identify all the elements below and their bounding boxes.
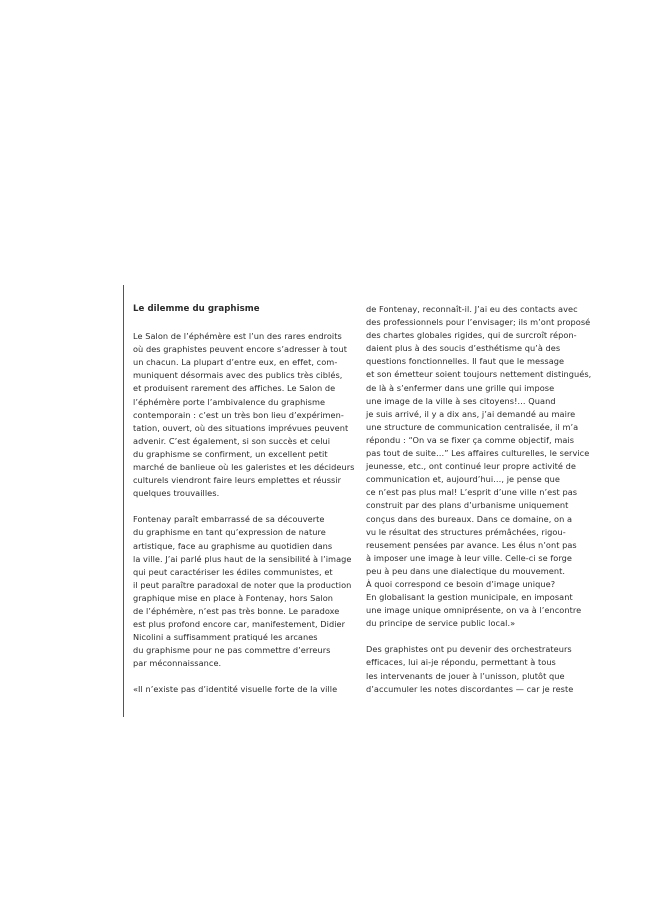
text-line: peu à peu dans une dialectique du mouvement. [366,565,566,576]
text-line: En globalisant la gestion municipale, en imposant [366,592,573,603]
text-line: est plus profond encore car, manifestement, Didier [133,619,346,630]
text-line: construit par des plans d’urbanisme uniquement [366,500,569,511]
paragraph [366,303,592,630]
text-line: Des graphistes ont pu devenir des orchestrateurs [366,644,572,655]
text-line: je suis arrivé, il y a dix ans, j’ai demandé au maire [366,408,576,419]
text-line: communication et, aujourd’hui…, je pense que [366,474,560,485]
text-line: et son émetteur soient toujours nettement distingués, [366,369,592,380]
right-column [366,303,592,696]
text-line: ce n’est pas plus mal! L’esprit d’une ville n’est pas [366,487,578,498]
right-body [366,303,592,696]
text-line: de Fontenay, reconnaît-il. J’ai eu des contacts avec [366,304,578,314]
text-line: artistique, face au graphisme au quotidien dans [133,540,333,551]
text-line: du graphisme se confirment, un excellent petit [133,448,328,459]
text-line: qui peut caractériser les édiles communistes, et [133,566,333,577]
text-line: marché de banlieue où les galeristes et les décideurs [133,462,355,473]
text-line: l’éphémère porte l’ambivalence du graphisme [133,396,326,407]
text-line: il peut paraître paradoxal de noter que la production [133,579,352,590]
text-line: questions fonctionnelles. Il faut que le message [366,356,565,367]
text-line: advenir. C’est également, si son succès et celui [133,435,331,446]
text-line: pas tout de suite…” Les affaires culturelles, le service [366,448,590,459]
text-line: et produisent rarement des affiches. Le Salon de [133,383,336,394]
paragraph [133,683,351,696]
text-line: Nicolini a suffisamment pratiqué les arcanes [133,632,318,643]
text-line: Le Salon de l’éphémère est l’un des rares endroits [133,331,342,342]
text-line: quelques trouvailles. [133,488,220,499]
text-line: Fontenay paraît embarrassé de sa découverte [133,514,325,525]
paragraph-gap [366,630,584,643]
text-line: où des graphistes peuvent encore s’adresser à tout [133,344,347,355]
text-line: par méconnaissance. [133,658,222,669]
text-line: culturels viendront faire leurs emplettes et réussir [133,475,342,486]
vertical-rule [123,285,124,717]
text-line: une image de la ville à ses citoyens!… Quand [366,395,556,406]
text-line: des chartes globales rigides, qui de surcroît répon- [366,330,577,341]
text-line: la ville. J’ai parlé plus haut de la sensibilité à l’image [133,553,352,564]
text-line: à imposer une image à leur ville. Celle-ci se forge [366,552,572,563]
text-line: de là à s’enfermer dans une grille qui impose [366,382,555,393]
text-line: une image unique omniprésente, on va à l’encontre [366,605,582,616]
text-line: reusement pensées par avance. Les élus n’ont pas [366,539,577,550]
text-line: de l’éphémère, n’est pas très bonne. Le paradoxe [133,605,340,616]
left-column [133,303,355,697]
text-line: des professionnels pour l’envisager; ils m’ont proposé [366,317,591,328]
text-line: jeunesse, etc., ont continué leur propre activité de [366,461,576,472]
paragraph-gap [133,670,351,683]
text-line: À quoi correspond ce besoin d’image unique? [366,578,556,589]
text-line: répondu : “On va se fixer ça comme objectif, mais [366,434,575,445]
text-line: d’accumuler les notes discordantes — car je reste [366,683,574,694]
paragraph [133,513,351,670]
text-line: daient plus à des soucis d’esthétisme qu’à des [366,343,561,354]
text-line: une structure de communication centralisée, il m’a [366,421,579,432]
text-line: les intervenants de jouer à l’unisson, plutôt que [366,670,565,681]
paragraph-gap [133,500,351,513]
text-line: efficaces, lui ai-je répondu, permettant à tous [366,657,556,668]
paragraph [133,330,355,500]
text-line: un chacun. La plupart d’entre eux, en effet, com- [133,357,338,368]
left-body [133,330,355,696]
text-line: vu le résultat des structures prémâchées, rigou- [366,526,566,537]
text-line: muniquent désormais avec des publics très ciblés, [133,370,343,381]
text-line: conçus dans des bureaux. Dans ce domaine, on a [366,513,573,524]
text-line: graphique mise en place à Fontenay, hors Salon [133,592,334,603]
section-heading: Le dilemme du graphisme [133,304,260,314]
text-line: du graphisme pour ne pas commettre d’erreurs [133,645,331,656]
text-line: du principe de service public local.» [366,618,516,629]
text-line: tation, ouvert, où des situations imprévues peuvent [133,422,349,433]
text-line: «Il n’existe pas d’identité visuelle forte de la ville [133,684,338,695]
paragraph [366,643,584,695]
text-line: contemporain : c’est un très bon lieu d’expérimen- [133,409,344,420]
text-line: du graphisme en tant qu’expression de nature [133,527,326,538]
